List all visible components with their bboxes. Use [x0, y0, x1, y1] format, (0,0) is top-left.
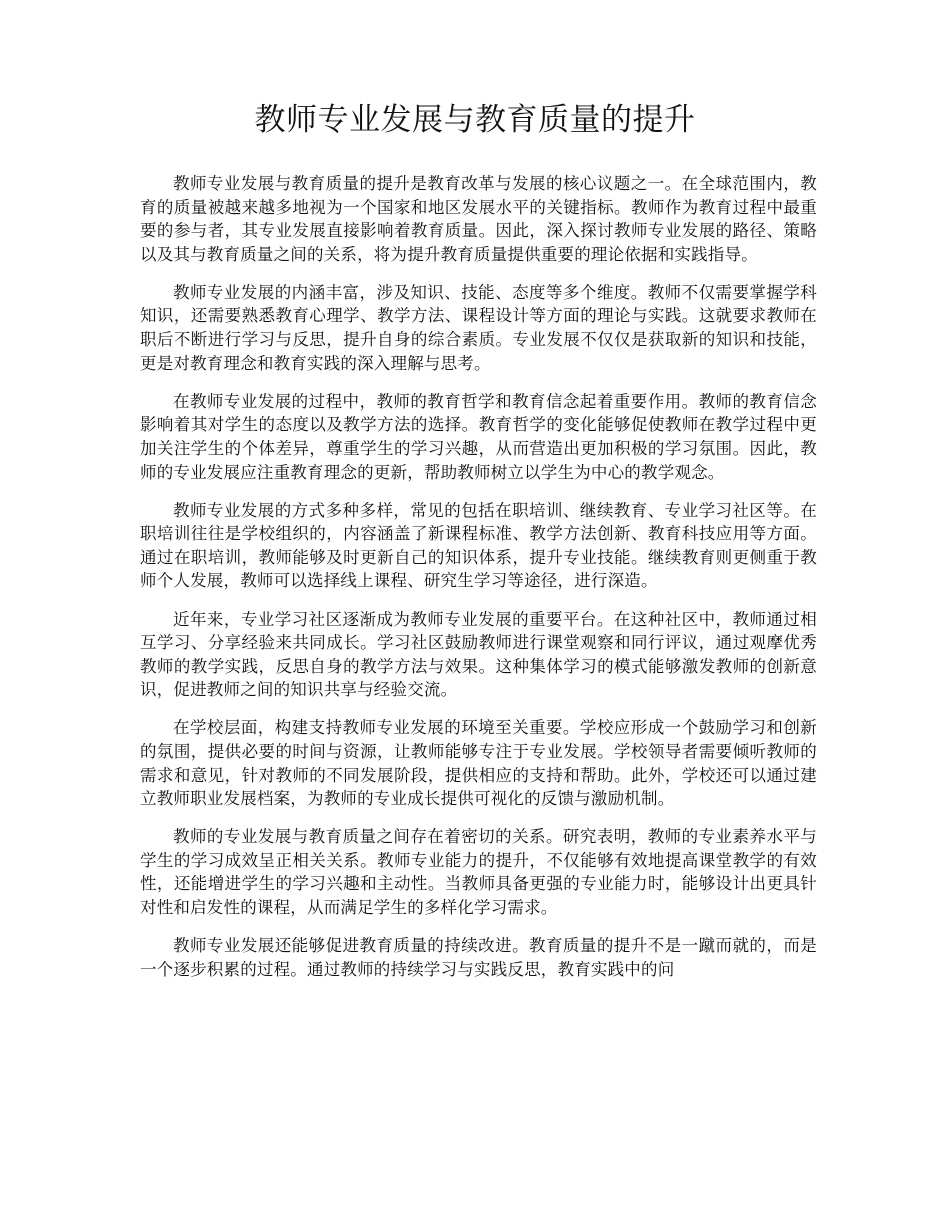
document-title: 教师专业发展与教育质量的提升: [254, 102, 696, 138]
paragraph-5: 近年来，专业学习社区逐渐成为教师专业发展的重要平台。在这种社区中，教师通过相互学习、分享经验来共同成长。学习社区鼓励教师进行课堂观察和同行评议，通过观摩优秀教师的教学实践，反思自身的教学方法与效果。这种集体学习的模式能够激发教师的创新意识，促进教师之间的知识共享与经验交流。: [140, 609, 817, 700]
paragraph-1: 教师专业发展与教育质量的提升是教育改革与发展的核心议题之一。在全球范围内，教育的质量被越来越多地视为一个国家和地区发展水平的关键指标。教师作为教育过程中最重要的参与者，其专业发展直接影响着教育质量。因此，深入探讨教师专业发展的路径、策略以及其与教育质量之间的关系，将为提升教育质量提供重要的理论依据和实践指导。: [140, 174, 817, 264]
document-body: [140, 172, 817, 996]
paragraph-7: 教师的专业发展与教育质量之间存在着密切的关系。研究表明，教师的专业素养水平与学生的学习成效呈正相关关系。教师专业能力的提升，不仅能够有效地提高课堂教学的有效性，还能增进学生的学习兴趣和主动性。当教师具备更强的专业能力时，能够设计出更具针对性和启发性的课程，从而满足学生的多样化学习需求。: [140, 827, 817, 918]
paragraph-4: 教师专业发展的方式多种多样，常见的包括在职培训、继续教育、专业学习社区等。在职培训往往是学校组织的，内容涵盖了新课程标准、教学方法创新、教育科技应用等方面。通过在职培训，教师能够及时更新自己的知识体系，提升专业技能。继续教育则更侧重于教师个人发展，教师可以选择线上课程、研究生学习等途径，进行深造。: [140, 500, 817, 591]
paragraph-3: 在教师专业发展的过程中，教师的教育哲学和教育信念起着重要作用。教师的教育信念影响着其对学生的态度以及教学方法的选择。教育哲学的变化能够促使教师在教学过程中更加关注学生的个体差异，尊重学生的学习兴趣，从而营造出更加积极的学习氛围。因此，教师的专业发展应注重教育理念的更新，帮助教师树立以学生为中心的教学观念。: [140, 391, 817, 482]
paragraph-6: 在学校层面，构建支持教师专业发展的环境至关重要。学校应形成一个鼓励学习和创新的氛围，提供必要的时间与资源，让教师能够专注于专业发展。学校领导者需要倾听教师的需求和意见，针对教师的不同发展阶段，提供相应的支持和帮助。此外，学校还可以通过建立教师职业发展档案，为教师的专业成长提供可视化的反馈与激励机制。: [140, 718, 817, 809]
paragraph-8: 教师专业发展还能够促进教育质量的持续改进。教育质量的提升不是一蹴而就的，而是一个逐步积累的过程。通过教师的持续学习与实践反思，教育实践中的问: [140, 936, 817, 979]
paragraph-2: 教师专业发展的内涵丰富，涉及知识、技能、态度等多个维度。教师不仅需要掌握学科知识，还需要熟悉教育心理学、教学方法、课程设计等方面的理论与实践。这就要求教师在职后不断进行学习与反思，提升自身的综合素质。专业发展不仅仅是获取新的知识和技能，更是对教育理念和教育实践的深入理解与思考。: [140, 282, 817, 373]
